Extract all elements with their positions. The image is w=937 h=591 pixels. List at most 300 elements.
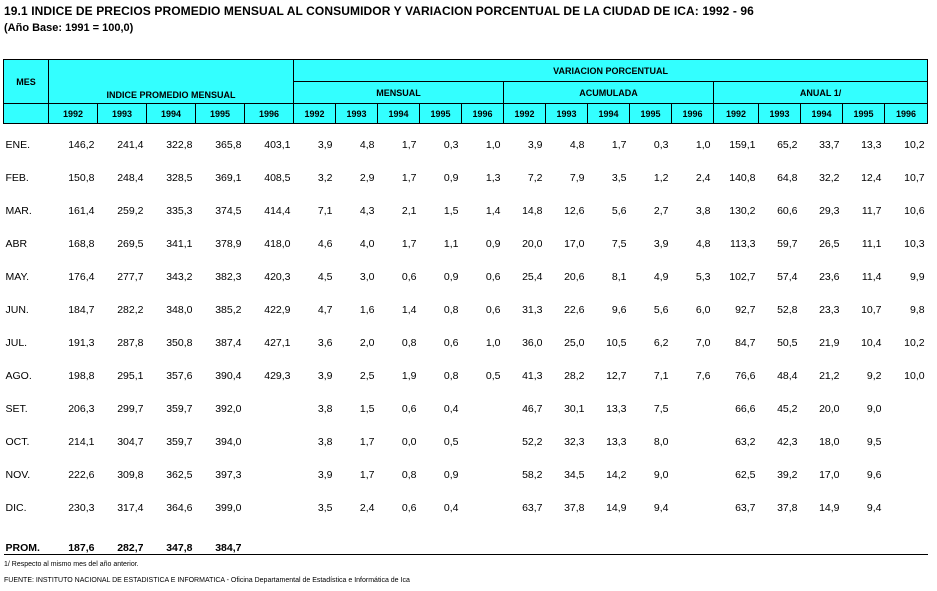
cell-indice: 422,9	[264, 303, 291, 316]
cell-acumulada: 30,1	[564, 402, 585, 415]
cell-acumulada: 13,3	[606, 402, 627, 415]
cell-mensual: 3,9	[317, 138, 333, 151]
cell-acumulada: 58,2	[522, 468, 543, 481]
cell-anual: 48,4	[777, 369, 798, 382]
header-year: 1993	[98, 104, 147, 124]
cell-mensual: 2,0	[359, 336, 375, 349]
prom-filler	[294, 524, 928, 555]
cell-anual: 66,6	[735, 402, 756, 415]
row-month-label: JUL.	[5, 336, 28, 349]
cell-prom: 347,8	[147, 524, 196, 555]
cell-anual: 63,7	[735, 501, 756, 514]
cell-anual: 9,6	[866, 468, 882, 481]
cell-anual: 10,4	[861, 336, 882, 349]
cell-anual: 63,2	[735, 435, 756, 448]
cell-mensual: 1,0	[485, 138, 501, 151]
prom-label: PROM.	[4, 524, 49, 555]
cell-acumulada: 1,2	[653, 171, 669, 184]
table-row	[4, 124, 928, 162]
page-subtitle: (Año Base: 1991 = 100,0)	[4, 22, 134, 34]
cell-mensual: 1,7	[401, 237, 417, 250]
cell-mensual: 4,0	[359, 237, 375, 250]
cell-indice: 394,0	[215, 435, 242, 448]
cell-acumulada: 1,0	[695, 138, 711, 151]
cell-indice: 350,8	[166, 336, 193, 349]
header-year: 1992	[504, 104, 546, 124]
cell-mensual: 0,9	[443, 270, 459, 283]
header-indice: INDICE PROMEDIO MENSUAL	[49, 60, 294, 104]
cell-mensual: 0,9	[443, 468, 459, 481]
cell-indice: 399,0	[215, 501, 242, 514]
cell-prom	[245, 524, 294, 555]
cell-anual: 9,5	[866, 435, 882, 448]
cell-anual: 57,4	[777, 270, 798, 283]
cell-acumulada: 25,4	[522, 270, 543, 283]
cell-mensual	[462, 425, 504, 458]
cell-anual: 9,9	[909, 270, 925, 283]
cell-acumulada: 34,5	[564, 468, 585, 481]
cell-mensual: 1,4	[401, 303, 417, 316]
cell-mensual: 0,6	[485, 270, 501, 283]
cell-mensual: 0,4	[443, 501, 459, 514]
row-month-label: OCT.	[5, 435, 30, 448]
cell-indice: 269,5	[117, 237, 144, 250]
cell-mensual: 2,9	[359, 171, 375, 184]
cell-acumulada: 2,4	[695, 171, 711, 184]
header-anual: ANUAL 1/	[714, 82, 928, 104]
cell-anual: 29,3	[819, 204, 840, 217]
table-row	[4, 293, 928, 326]
cell-acumulada: 22,6	[564, 303, 585, 316]
row-month-label: DIC.	[5, 501, 27, 514]
cell-indice: 168,8	[68, 237, 95, 250]
cell-prom: 282,7	[98, 524, 147, 555]
cell-mensual: 0,8	[443, 369, 459, 382]
cell-indice: 309,8	[117, 468, 144, 481]
cell-indice: 408,5	[264, 171, 291, 184]
header-year: 1995	[420, 104, 462, 124]
cell-acumulada: 6,0	[695, 303, 711, 316]
cell-indice: 369,1	[215, 171, 242, 184]
header-year: 1993	[546, 104, 588, 124]
cell-mensual: 1,1	[443, 237, 459, 250]
cell-acumulada: 4,8	[569, 138, 585, 151]
cell-anual: 45,2	[777, 402, 798, 415]
cell-mensual: 0,4	[443, 402, 459, 415]
cell-indice: 214,1	[68, 435, 95, 448]
cell-anual: 9,2	[866, 369, 882, 382]
header-year: 1995	[843, 104, 885, 124]
cell-acumulada: 3,9	[527, 138, 543, 151]
cell-indice: 385,2	[215, 303, 242, 316]
row-month-label: ENE.	[5, 138, 31, 151]
cell-mensual: 0,6	[401, 501, 417, 514]
cell-anual: 33,7	[819, 138, 840, 151]
cell-acumulada: 9,6	[611, 303, 627, 316]
cell-acumulada: 4,8	[695, 237, 711, 250]
cell-acumulada: 6,2	[653, 336, 669, 349]
cell-mensual: 3,9	[317, 468, 333, 481]
cell-mensual: 0,5	[485, 369, 501, 382]
cell-indice: 414,4	[264, 204, 291, 217]
cell-acumulada	[672, 491, 714, 524]
cell-indice: 403,1	[264, 138, 291, 151]
cell-acumulada	[672, 392, 714, 425]
cell-mensual: 0,6	[443, 336, 459, 349]
cell-anual: 37,8	[777, 501, 798, 514]
header-year: 1993	[759, 104, 801, 124]
cell-anual	[885, 458, 928, 491]
cell-anual: 21,9	[819, 336, 840, 349]
row-month-label: ABR	[5, 237, 28, 250]
cell-indice: 362,5	[166, 468, 193, 481]
cell-anual: 10,0	[904, 369, 925, 382]
cell-anual: 14,9	[819, 501, 840, 514]
cell-anual: 23,6	[819, 270, 840, 283]
cell-prom: 384,7	[196, 524, 245, 555]
cell-indice: 259,2	[117, 204, 144, 217]
cell-anual: 60,6	[777, 204, 798, 217]
cell-anual: 9,0	[866, 402, 882, 415]
cell-indice: 287,8	[117, 336, 144, 349]
cell-indice: 335,3	[166, 204, 193, 217]
cell-acumulada: 7,5	[611, 237, 627, 250]
cell-mensual: 0,9	[485, 237, 501, 250]
cell-indice: 299,7	[117, 402, 144, 415]
cell-anual: 64,8	[777, 171, 798, 184]
header-year: 1992	[49, 104, 98, 124]
cell-acumulada: 31,3	[522, 303, 543, 316]
table-body	[4, 124, 928, 555]
cell-mensual: 0,8	[401, 468, 417, 481]
price-index-table	[3, 59, 928, 555]
cell-indice: 277,7	[117, 270, 144, 283]
cell-anual: 12,4	[861, 171, 882, 184]
table-row	[4, 227, 928, 260]
source-note: FUENTE: INSTITUTO NACIONAL DE ESTADISTICA E INFORMATICA - Oficina Departamental de Estadística e Informática de Ica	[4, 577, 410, 584]
header-year: 1996	[245, 104, 294, 124]
cell-anual: 11,7	[861, 204, 882, 217]
cell-acumulada: 1,7	[611, 138, 627, 151]
cell-anual: 23,3	[819, 303, 840, 316]
cell-indice: 317,4	[117, 501, 144, 514]
row-month-label: AGO.	[5, 369, 32, 382]
cell-acumulada: 10,5	[606, 336, 627, 349]
cell-anual: 10,2	[904, 138, 925, 151]
cell-acumulada: 7,1	[653, 369, 669, 382]
cell-indice	[245, 458, 294, 491]
cell-mensual: 4,6	[317, 237, 333, 250]
cell-acumulada: 14,8	[522, 204, 543, 217]
cell-acumulada: 12,7	[606, 369, 627, 382]
header-year: 1993	[336, 104, 378, 124]
cell-indice: 184,7	[68, 303, 95, 316]
cell-indice: 427,1	[264, 336, 291, 349]
cell-indice: 304,7	[117, 435, 144, 448]
cell-acumulada: 20,6	[564, 270, 585, 283]
cell-acumulada: 36,0	[522, 336, 543, 349]
header-blank	[4, 104, 49, 124]
header-year: 1996	[462, 104, 504, 124]
cell-anual: 10,2	[904, 336, 925, 349]
cell-acumulada: 9,4	[653, 501, 669, 514]
cell-anual: 130,2	[729, 204, 756, 217]
cell-indice: 357,6	[166, 369, 193, 382]
cell-anual	[885, 425, 928, 458]
cell-indice	[245, 425, 294, 458]
page-title: 19.1 INDICE DE PRECIOS PROMEDIO MENSUAL AL CONSUMIDOR Y VARIACION PORCENTUAL DE LA CIUDAD DE ICA: 1992 - 96	[4, 4, 754, 18]
cell-acumulada: 7,5	[653, 402, 669, 415]
cell-mensual: 4,3	[359, 204, 375, 217]
cell-indice: 382,3	[215, 270, 242, 283]
cell-anual: 20,0	[819, 402, 840, 415]
cell-acumulada: 7,6	[695, 369, 711, 382]
cell-anual: 113,3	[730, 237, 756, 250]
cell-acumulada: 7,9	[569, 171, 585, 184]
cell-indice: 322,8	[166, 138, 193, 151]
cell-anual: 62,5	[735, 468, 756, 481]
table-row	[4, 260, 928, 293]
cell-acumulada: 5,6	[653, 303, 669, 316]
cell-indice: 328,5	[166, 171, 193, 184]
cell-indice: 429,3	[264, 369, 291, 382]
cell-indice: 191,3	[68, 336, 95, 349]
cell-mensual: 3,0	[359, 270, 375, 283]
cell-mensual: 2,5	[359, 369, 375, 382]
cell-mensual: 1,7	[359, 468, 375, 481]
cell-indice: 418,0	[264, 237, 291, 250]
cell-acumulada: 5,3	[695, 270, 711, 283]
header-year: 1996	[885, 104, 928, 124]
cell-anual: 39,2	[777, 468, 798, 481]
cell-anual: 32,2	[819, 171, 840, 184]
cell-anual: 10,7	[904, 171, 925, 184]
cell-indice: 348,0	[166, 303, 193, 316]
cell-acumulada: 28,2	[564, 369, 585, 382]
row-month-label: MAR.	[5, 204, 32, 217]
cell-indice: 150,8	[68, 171, 95, 184]
cell-acumulada: 14,9	[606, 501, 627, 514]
cell-acumulada: 25,0	[564, 336, 585, 349]
cell-anual: 50,5	[777, 336, 798, 349]
cell-indice: 230,3	[68, 501, 95, 514]
cell-acumulada: 8,1	[611, 270, 627, 283]
cell-acumulada: 32,3	[564, 435, 585, 448]
cell-indice: 206,3	[68, 402, 95, 415]
cell-mensual: 1,7	[401, 138, 417, 151]
table-row	[4, 458, 928, 491]
cell-anual: 42,3	[777, 435, 798, 448]
cell-acumulada: 41,3	[522, 369, 543, 382]
header-variacion: VARIACION PORCENTUAL	[294, 60, 928, 82]
cell-anual: 59,7	[777, 237, 798, 250]
cell-anual: 84,7	[735, 336, 756, 349]
row-month-label: FEB.	[5, 171, 29, 184]
cell-anual: 10,3	[904, 237, 925, 250]
cell-anual: 140,8	[729, 171, 756, 184]
cell-acumulada: 0,3	[653, 138, 669, 151]
cell-mensual: 1,7	[401, 171, 417, 184]
header-acumulada: ACUMULADA	[504, 82, 714, 104]
cell-indice: 222,6	[68, 468, 95, 481]
cell-mensual: 3,8	[317, 435, 333, 448]
cell-mensual	[462, 458, 504, 491]
header-year: 1994	[588, 104, 630, 124]
cell-indice: 341,1	[166, 237, 193, 250]
cell-anual: 11,4	[861, 270, 882, 283]
cell-anual: 159,1	[729, 138, 756, 151]
cell-mensual: 1,0	[485, 336, 501, 349]
cell-anual: 76,6	[735, 369, 756, 382]
cell-indice: 176,4	[68, 270, 95, 283]
cell-indice: 374,5	[215, 204, 242, 217]
cell-acumulada: 14,2	[606, 468, 627, 481]
header-year: 1992	[294, 104, 336, 124]
cell-mensual: 4,7	[317, 303, 333, 316]
cell-indice: 146,2	[68, 138, 95, 151]
header-year: 1994	[147, 104, 196, 124]
header-mes: MES	[4, 60, 49, 104]
footnote: 1/ Respecto al mismo mes del año anterior.	[4, 561, 139, 568]
cell-anual	[885, 392, 928, 425]
cell-mensual: 3,9	[317, 369, 333, 382]
header-year: 1996	[672, 104, 714, 124]
cell-mensual: 4,5	[317, 270, 333, 283]
cell-anual: 10,7	[861, 303, 882, 316]
cell-acumulada: 4,9	[653, 270, 669, 283]
header-year: 1994	[801, 104, 843, 124]
header-year: 1994	[378, 104, 420, 124]
cell-mensual: 3,6	[317, 336, 333, 349]
table-row	[4, 491, 928, 524]
cell-mensual: 7,1	[317, 204, 333, 217]
row-month-label: JUN.	[5, 303, 29, 316]
cell-indice: 390,4	[215, 369, 242, 382]
header-year: 1992	[714, 104, 759, 124]
cell-indice: 365,8	[215, 138, 242, 151]
cell-mensual: 1,5	[359, 402, 375, 415]
cell-mensual	[462, 392, 504, 425]
cell-indice: 420,3	[264, 270, 291, 283]
cell-acumulada: 52,2	[522, 435, 543, 448]
cell-anual: 10,6	[904, 204, 925, 217]
cell-anual: 9,4	[866, 501, 882, 514]
table-row	[4, 425, 928, 458]
cell-acumulada: 3,8	[695, 204, 711, 217]
cell-mensual: 0,0	[401, 435, 417, 448]
cell-indice: 359,7	[166, 435, 193, 448]
cell-anual: 11,1	[861, 237, 882, 250]
cell-mensual: 3,5	[317, 501, 333, 514]
cell-acumulada: 63,7	[522, 501, 543, 514]
cell-acumulada	[672, 425, 714, 458]
cell-acumulada: 9,0	[653, 468, 669, 481]
table-row	[4, 194, 928, 227]
cell-anual: 102,7	[729, 270, 756, 283]
cell-anual: 21,2	[819, 369, 840, 382]
cell-mensual: 1,9	[401, 369, 417, 382]
cell-indice: 387,4	[215, 336, 242, 349]
cell-mensual: 0,6	[401, 402, 417, 415]
cell-acumulada	[672, 458, 714, 491]
header-year: 1995	[630, 104, 672, 124]
cell-mensual: 1,6	[359, 303, 375, 316]
table-row	[4, 161, 928, 194]
row-month-label: MAY.	[5, 270, 30, 283]
cell-mensual: 4,8	[359, 138, 375, 151]
cell-anual: 13,3	[861, 138, 882, 151]
cell-anual: 26,5	[819, 237, 840, 250]
cell-indice: 359,7	[166, 402, 193, 415]
cell-anual: 9,8	[909, 303, 925, 316]
cell-mensual: 1,7	[359, 435, 375, 448]
cell-acumulada: 3,9	[653, 237, 669, 250]
cell-anual: 65,2	[777, 138, 798, 151]
cell-indice: 295,1	[117, 369, 144, 382]
cell-mensual: 3,2	[317, 171, 333, 184]
cell-indice: 364,6	[166, 501, 193, 514]
header-year: 1995	[196, 104, 245, 124]
cell-acumulada: 7,0	[695, 336, 711, 349]
cell-acumulada: 13,3	[606, 435, 627, 448]
cell-acumulada: 3,5	[611, 171, 627, 184]
cell-anual: 17,0	[819, 468, 840, 481]
cell-indice: 198,8	[68, 369, 95, 382]
cell-acumulada: 12,6	[564, 204, 585, 217]
cell-acumulada: 8,0	[653, 435, 669, 448]
cell-anual	[885, 491, 928, 524]
cell-indice: 378,9	[215, 237, 242, 250]
cell-mensual: 0,8	[443, 303, 459, 316]
table-row	[4, 392, 928, 425]
cell-mensual: 2,4	[359, 501, 375, 514]
cell-indice: 343,2	[166, 270, 193, 283]
cell-mensual: 1,5	[443, 204, 459, 217]
cell-indice: 241,4	[117, 138, 144, 151]
cell-acumulada: 46,7	[522, 402, 543, 415]
header-row-top	[4, 60, 928, 82]
header-row-years	[4, 104, 928, 124]
cell-acumulada: 2,7	[653, 204, 669, 217]
cell-indice	[245, 491, 294, 524]
table-row	[4, 359, 928, 392]
cell-acumulada: 7,2	[527, 171, 543, 184]
table-row-prom	[4, 524, 928, 555]
cell-mensual	[462, 491, 504, 524]
cell-acumulada: 20,0	[522, 237, 543, 250]
cell-anual: 18,0	[819, 435, 840, 448]
cell-mensual: 3,8	[317, 402, 333, 415]
cell-mensual: 0,5	[443, 435, 459, 448]
table-row	[4, 326, 928, 359]
cell-mensual: 0,6	[485, 303, 501, 316]
cell-indice	[245, 392, 294, 425]
cell-acumulada: 17,0	[564, 237, 585, 250]
cell-indice: 248,4	[117, 171, 144, 184]
cell-mensual: 1,4	[485, 204, 501, 217]
cell-anual: 92,7	[735, 303, 756, 316]
row-month-label: NOV.	[5, 468, 31, 481]
cell-mensual: 2,1	[401, 204, 417, 217]
cell-mensual: 0,3	[443, 138, 459, 151]
header-mensual: MENSUAL	[294, 82, 504, 104]
cell-anual: 52,8	[777, 303, 798, 316]
cell-acumulada: 37,8	[564, 501, 585, 514]
cell-prom: 187,6	[49, 524, 98, 555]
cell-mensual: 0,6	[401, 270, 417, 283]
cell-indice: 397,3	[215, 468, 242, 481]
row-month-label: SET.	[5, 402, 28, 415]
